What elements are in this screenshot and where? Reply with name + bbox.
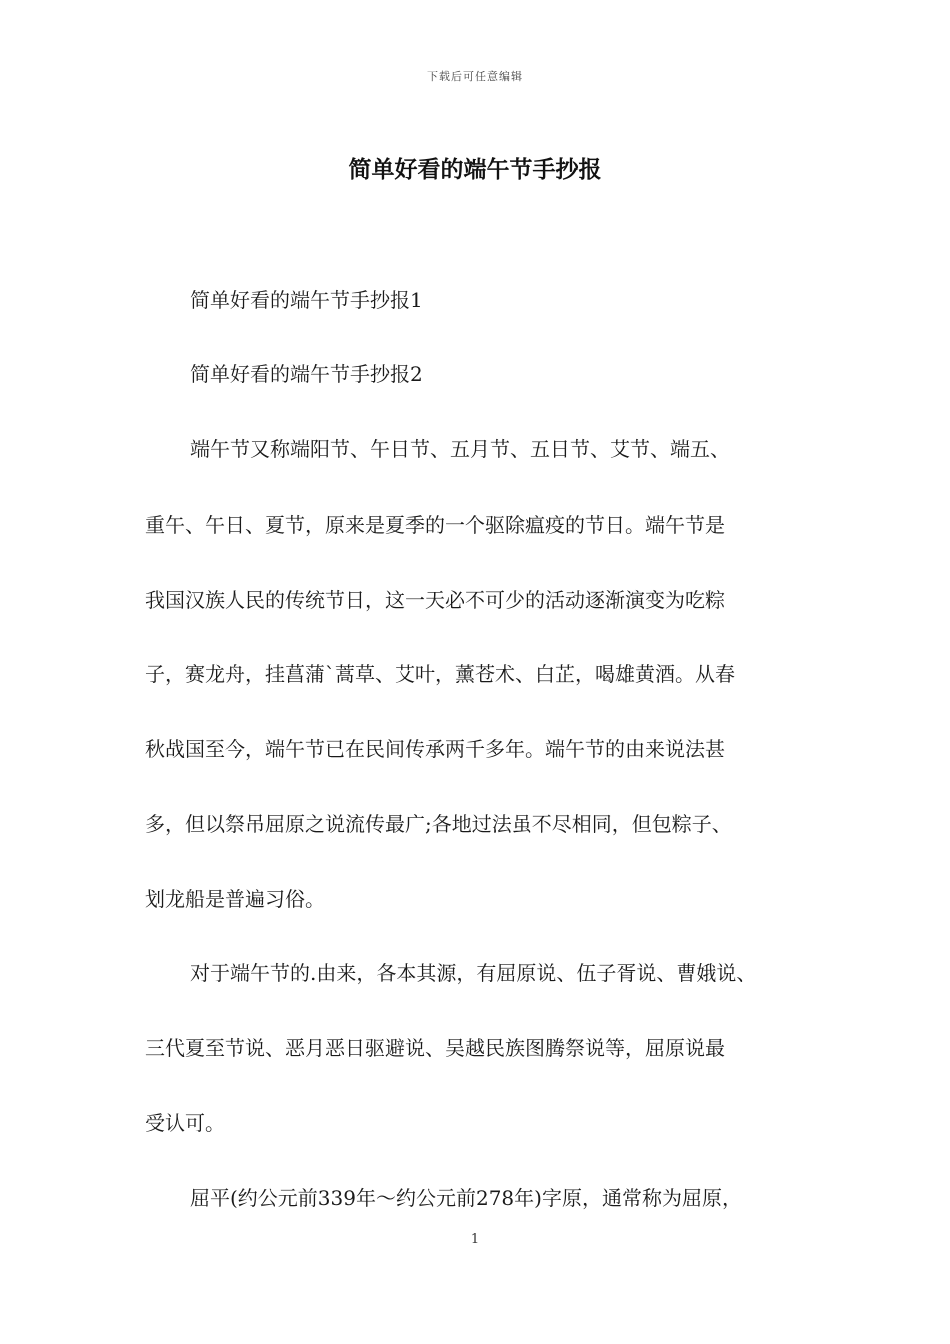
paragraph-1-line-4: 子，赛龙舟，挂菖蒲`蒿草、艾叶，薰苍术、白芷，喝雄黄酒。从春 xyxy=(145,662,735,686)
paragraph-2-line-1: 对于端午节的.由来，各本其源，有屈原说、伍子胥说、曹娥说、 xyxy=(190,961,757,985)
subtitle-line-1: 简单好看的端午节手抄报1 xyxy=(190,288,423,312)
page-number: 1 xyxy=(470,1232,480,1247)
paragraph-1-line-7: 划龙船是普遍习俗。 xyxy=(145,887,325,911)
subtitle-line-2: 简单好看的端午节手抄报2 xyxy=(190,362,423,386)
document-title: 简单好看的端午节手抄报 xyxy=(348,156,602,183)
paragraph-3-line-1: 屈平(约公元前339年～约公元前278年)字原，通常称为屈原， xyxy=(190,1186,742,1210)
paragraph-1-line-1: 端午节又称端阳节、午日节、五月节、五日节、艾节、端五、 xyxy=(190,437,730,461)
paragraph-2-line-3: 受认可。 xyxy=(145,1111,225,1135)
paragraph-2-line-2: 三代夏至节说、恶月恶日驱避说、吴越民族图腾祭说等，屈原说最 xyxy=(145,1036,725,1060)
header-note: 下载后可任意编辑 xyxy=(427,70,523,83)
paragraph-1-line-6: 多，但以祭吊屈原之说流传最广;各地过法虽不尽相同，但包粽子、 xyxy=(145,812,732,836)
paragraph-1-line-3: 我国汉族人民的传统节日，这一天必不可少的活动逐渐演变为吃粽 xyxy=(145,588,725,612)
paragraph-1-line-2: 重午、午日、夏节，原来是夏季的一个驱除瘟疫的节日。端午节是 xyxy=(145,513,725,537)
paragraph-1-line-5: 秋战国至今，端午节已在民间传承两千多年。端午节的由来说法甚 xyxy=(145,737,725,761)
